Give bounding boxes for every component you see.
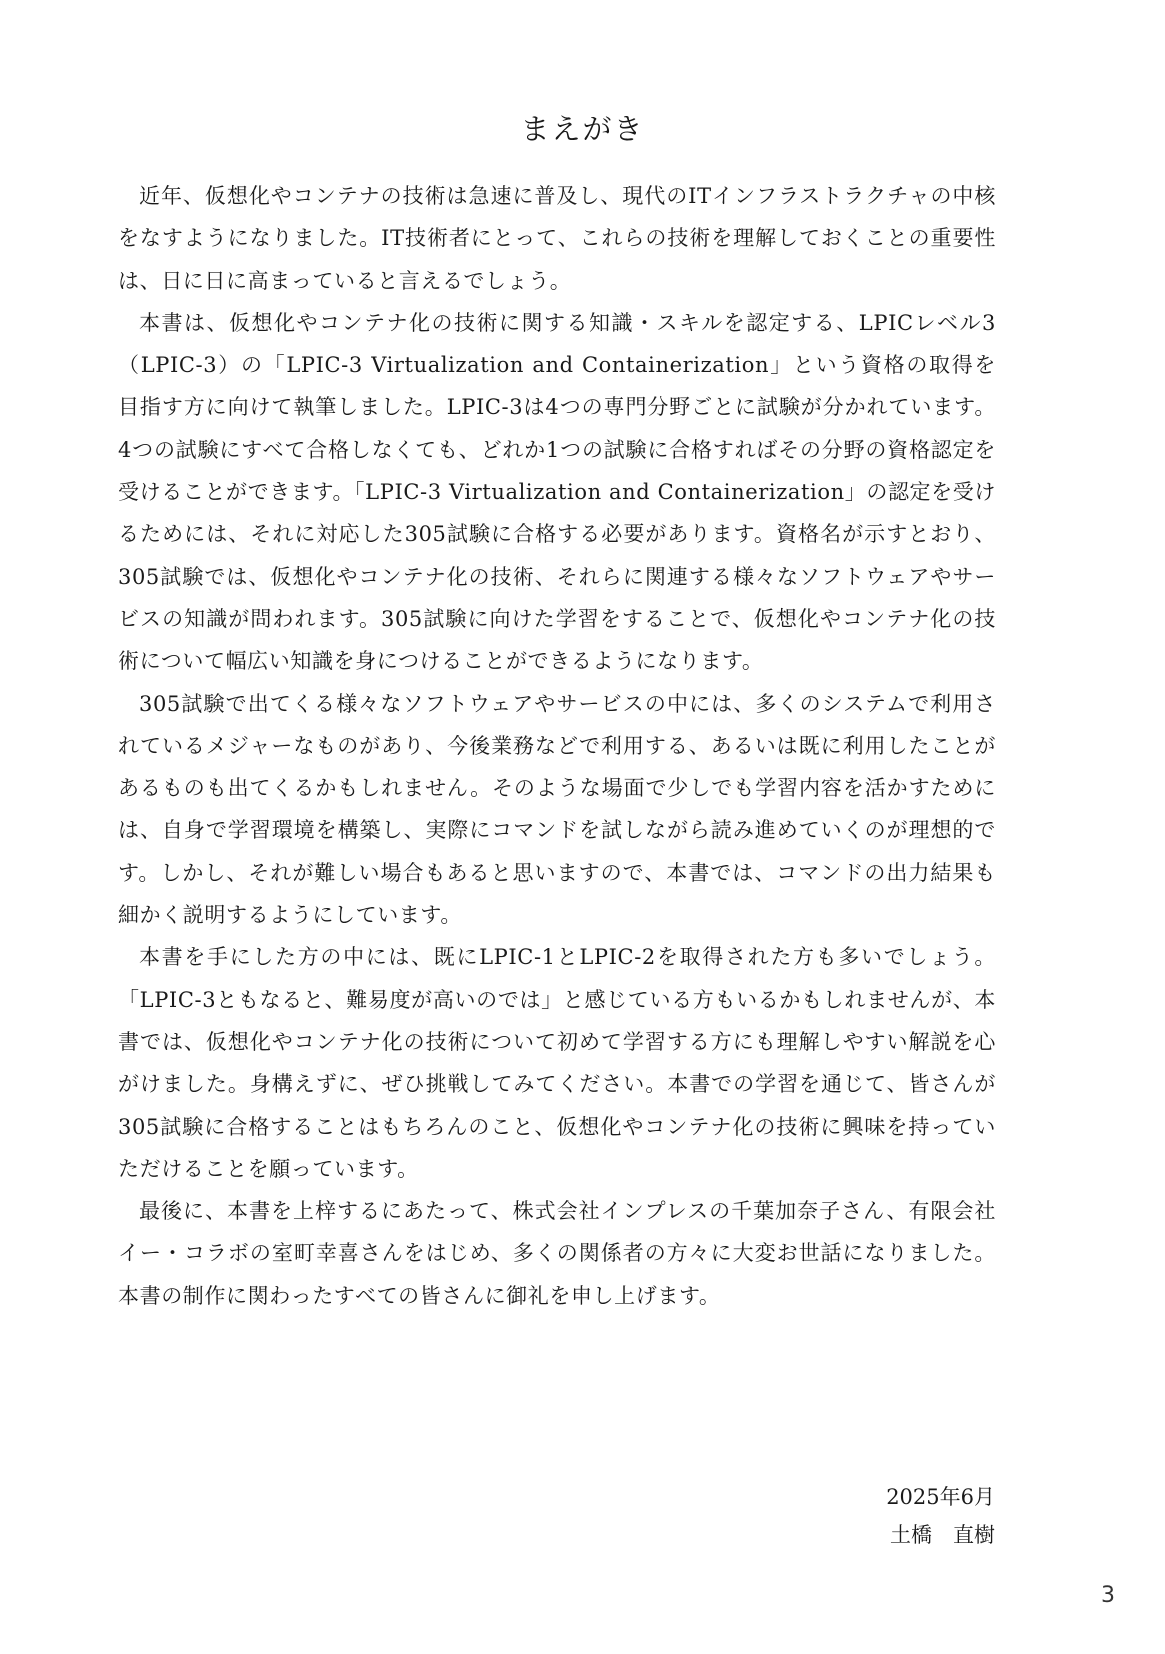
paragraph-5: 最後に、本書を上梓するにあたって、株式会社インプレスの千葉加奈子さん、有限会社イー・コラボの室町幸喜さんをはじめ、多くの関係者の方々に大変お世話になりました。本書の制作に関わったすべての皆さんに御礼を申し上げます。: [118, 1199, 996, 1308]
signature-date: 2025年6月: [886, 1485, 995, 1509]
page-title: まえがき: [520, 112, 645, 146]
signature-block: [886, 1478, 995, 1554]
paragraph-1: 近年、仮想化やコンテナの技術は急速に普及し、現代のITインフラストラクチャの中核をなすようになりました。IT技術者にとって、これらの技術を理解しておくことの重要性は、日に日に高まっていると言えるでしょう。: [118, 184, 996, 293]
preface-body: [118, 175, 996, 1317]
paragraph-3: 305試験で出てくる様々なソフトウェアやサービスの中には、多くのシステムで利用されているメジャーなものがあり、今後業務などで利用する、あるいは既に利用したことがあるものも出てくるかもしれません。そのような場面で少しでも学習内容を活かすためには、自身で学習環境を構築し、実際にコマンドを試しながら読み進めていくのが理想的です。しかし、それが難しい場合もあると思いますので、本書では、コマンドの出力結果も細かく説明するようにしています。: [118, 691, 996, 928]
paragraph-4: 本書を手にした方の中には、既にLPIC-1とLPIC-2を取得された方も多いでしょう。「LPIC-3ともなると、難易度が高いのでは」と感じている方もいるかもしれませんが、本書では、仮想化やコンテナ化の技術について初めて学習する方にも理解しやすい解説を心がけました。身構えずに、ぜひ挑戦してみてください。本書での学習を通じて、皆さんが305試験に合格することはもちろんのこと、仮想化やコンテナ化の技術に興味を持っていただけることを願っています。: [118, 945, 996, 1181]
page-number: 3: [1101, 1583, 1115, 1608]
paragraph-2: 本書は、仮想化やコンテナ化の技術に関する知識・スキルを認定する、LPICレベル3（LPIC-3）の「LPIC-3 Virtualization and Containerization」という資格の取得を目指す方に向けて執筆しました。LPIC-3は4つの専門分野ごとに試験が分かれています。4つの試験にすべて合格しなくても、どれか1つの試験に合格すればその分野の資格認定を受けることができます。「LPIC-3 Virtualization and Containerization」の認定を受けるためには、それに対応した305試験に合格する必要があります。資格名が示すとおり、305試験では、仮想化やコンテナ化の技術、それらに関連する様々なソフトウェアやサービスの知識が問われます。305試験に向けた学習をすることで、仮想化やコンテナ化の技術について幅広い知識を身につけることができるようになります。: [118, 310, 996, 674]
signature-author: 土橋 直樹: [890, 1523, 995, 1547]
